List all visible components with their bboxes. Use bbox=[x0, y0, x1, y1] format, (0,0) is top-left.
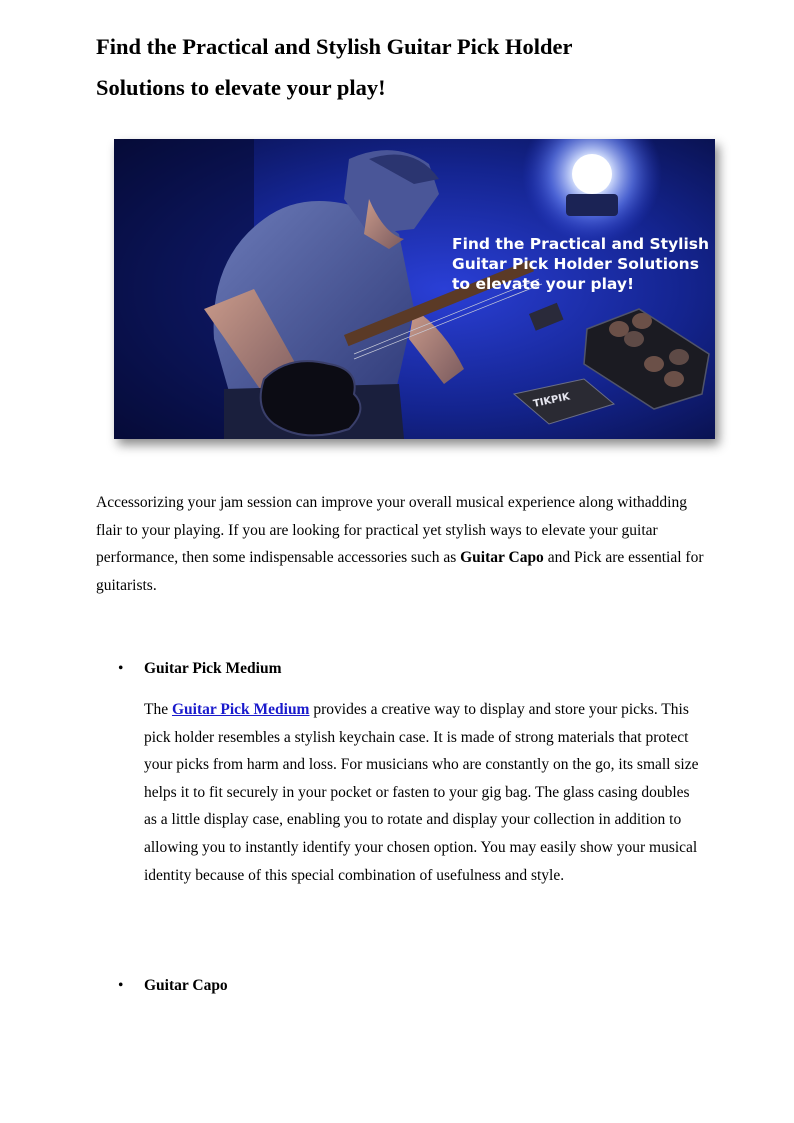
tikpik-logo: TIKPIK bbox=[532, 391, 571, 410]
intro-paragraph: Accessorizing your jam session can improve your overall musical experience along withadding flair to your playing. If you are looking for practical yet stylish ways to elevate your guitar performance, then some indispensable accessories such as Guitar Capo and Pick are essential for guitarists. bbox=[96, 494, 704, 594]
hero-image bbox=[114, 139, 715, 439]
guitar-capo-bold: Guitar Capo bbox=[460, 549, 544, 567]
bullet-dot: • bbox=[118, 660, 124, 677]
hero-caption-line-3: to elevate your play! bbox=[452, 275, 635, 293]
bullet-dot: • bbox=[118, 977, 124, 994]
page-title: Find the Practical and Stylish Guitar Pick Holder Solutions to elevate your play! bbox=[96, 34, 573, 100]
hero-caption-line-2: Guitar Pick Holder Solutions bbox=[452, 255, 699, 273]
section-heading-guitar-pick-medium: Guitar Pick Medium bbox=[144, 660, 282, 677]
guitar-pick-medium-link[interactable]: Guitar Pick Medium bbox=[171, 701, 310, 718]
hero-illustration bbox=[114, 139, 715, 439]
section-heading-guitar-capo: Guitar Capo bbox=[144, 977, 228, 994]
hero-caption-line-1: Find the Practical and Stylish bbox=[452, 235, 710, 253]
guitar-pick-medium-paragraph: The Guitar Pick Medium provides a creative way to display and store your picks. This pick holder resembles a stylish keychain case. It is made of strong materials that protect your picks from harm and loss. For musicians who are constantly on the go, its small size helps it to fit securely in your pocket or fasten to your gig bag. The glass casing doubles as a little display case, enabling you to rotate and display your collection in addition to allowing you to instantly identify your chosen option. You may easily show your musical identity because of this special combination of usefulness and style. bbox=[144, 701, 699, 884]
